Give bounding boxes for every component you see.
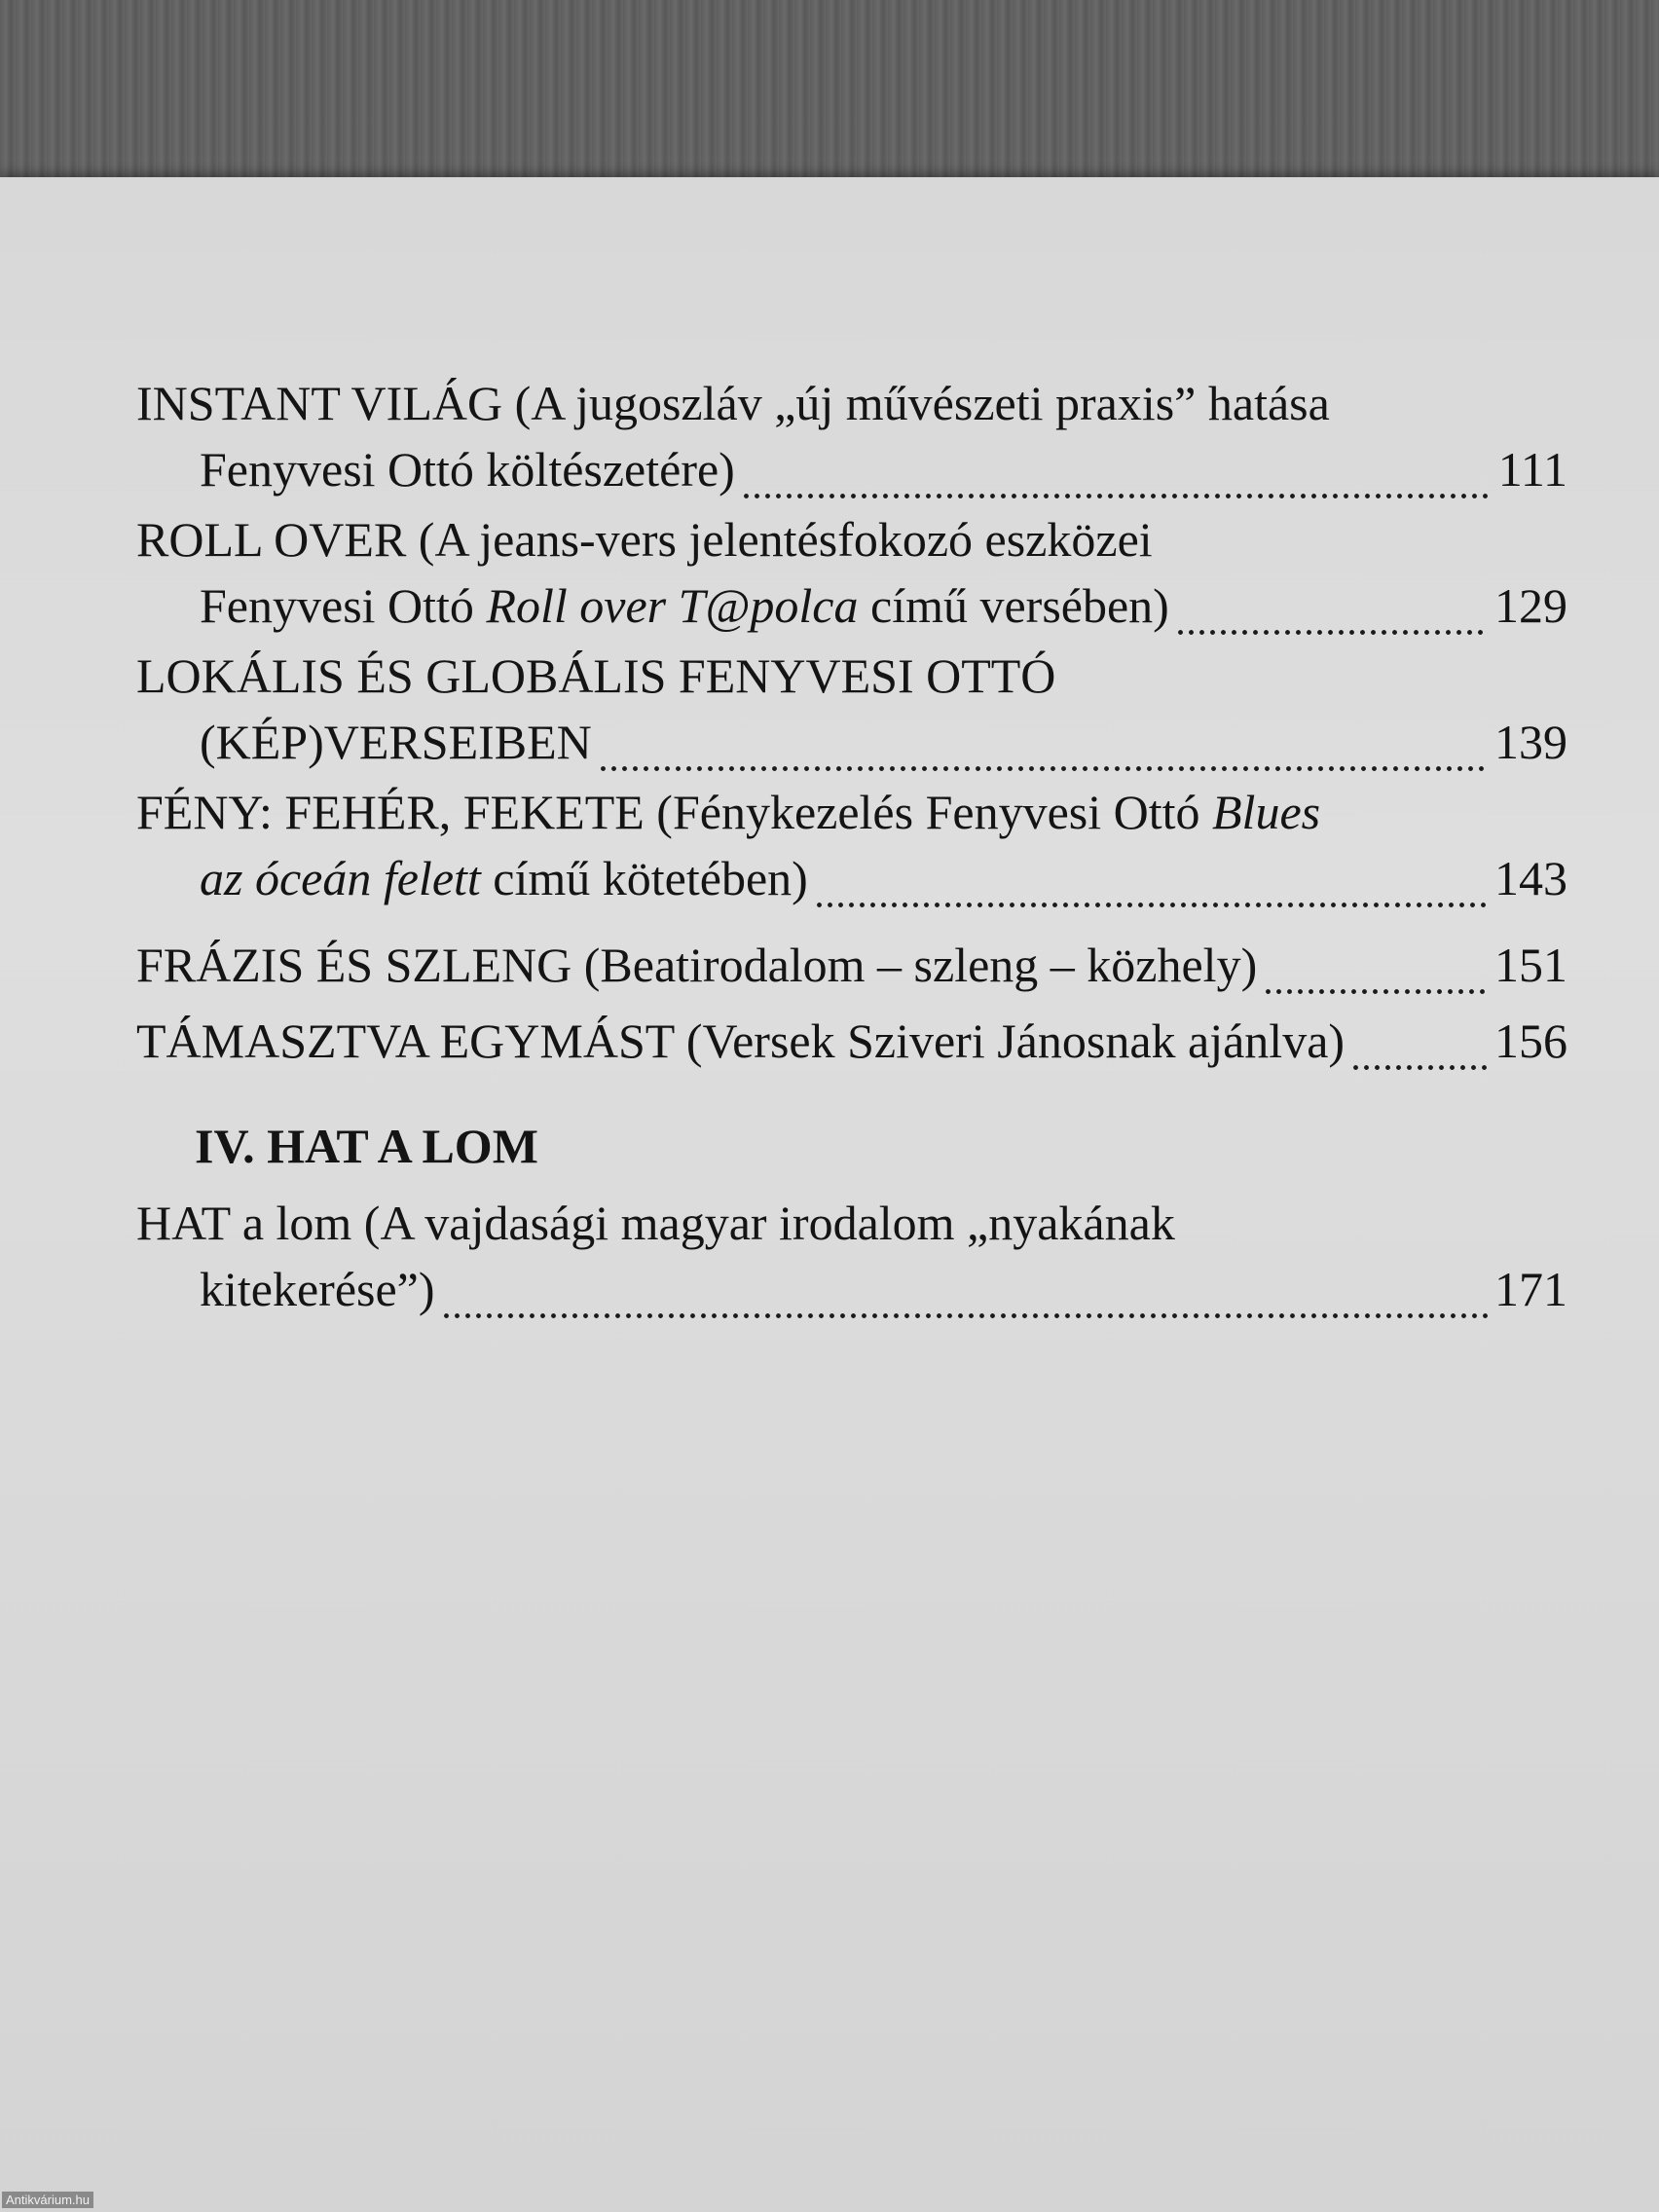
toc-entry-continuation	[200, 709, 1567, 775]
title-text: FÉNY: FEHÉR, FEKETE (Fénykezelés Fenyvesi Ottó	[136, 785, 1213, 839]
toc-entry-line	[136, 932, 1567, 998]
page-number: 156	[1494, 1014, 1567, 1068]
dot-leader	[741, 454, 1493, 502]
subtitle-italic-title: az óceán felett	[200, 851, 481, 905]
toc-entry-title: INSTANT VILÁG (A jugoszláv „új művészeti praxis” hatása	[136, 376, 1330, 430]
dot-leader	[441, 1273, 1489, 1322]
toc-entry-subtitle: Fenyvesi Ottó költészetére)	[200, 442, 735, 497]
page-number: 171	[1494, 1262, 1567, 1316]
dot-leader	[814, 863, 1489, 911]
toc-entry-subtitle: kitekerése”)	[200, 1262, 435, 1316]
page-number: 129	[1494, 578, 1567, 633]
table-of-contents	[0, 177, 1659, 2212]
dot-leader	[598, 726, 1489, 775]
subtitle-italic-title: Roll over T@polca	[486, 578, 859, 633]
toc-entry-subtitle	[200, 845, 808, 911]
book-page	[0, 177, 1659, 2212]
toc-entry-title: FRÁZIS ÉS SZLENG (Beatirodalom – szleng – közhely)	[136, 938, 1258, 992]
toc-entry-continuation	[200, 845, 1567, 911]
toc-entry-line	[136, 1008, 1567, 1074]
toc-entry-continuation	[200, 572, 1567, 639]
watermark: Antikvárium.hu	[2, 2192, 93, 2208]
toc-entry-title: LOKÁLIS ÉS GLOBÁLIS FENYVESI OTTÓ	[136, 648, 1056, 703]
section-heading: IV. HAT A LOM	[195, 1119, 538, 1173]
dot-leader	[1175, 590, 1489, 639]
toc-entry-title: TÁMASZTVA EGYMÁST (Versek Sziveri Jánosnak ajánlva)	[136, 1014, 1346, 1068]
toc-entry-continuation	[200, 1256, 1567, 1322]
toc-entry-subtitle	[200, 572, 1169, 639]
background-table-surface	[0, 0, 1659, 185]
subtitle-text: Fenyvesi Ottó	[200, 578, 487, 633]
page-number: 139	[1494, 715, 1567, 769]
dot-leader	[1263, 949, 1489, 998]
page-number: 143	[1494, 851, 1567, 905]
subtitle-text: című kötetében)	[480, 851, 808, 905]
toc-entry-continuation	[200, 436, 1567, 502]
title-italic-part: Blues	[1212, 785, 1321, 839]
toc-entry-title	[136, 779, 1320, 845]
page-number: 111	[1497, 442, 1567, 497]
toc-entry-title: ROLL OVER (A jeans-vers jelentésfokozó eszközei	[136, 512, 1153, 567]
subtitle-text: című versében)	[858, 578, 1169, 633]
dot-leader	[1350, 1025, 1489, 1074]
page-number: 151	[1494, 938, 1567, 992]
toc-entry-title: HAT a lom (A vajdasági magyar irodalom „nyakának	[136, 1196, 1175, 1250]
toc-entry-subtitle: (KÉP)VERSEIBEN	[200, 715, 592, 769]
